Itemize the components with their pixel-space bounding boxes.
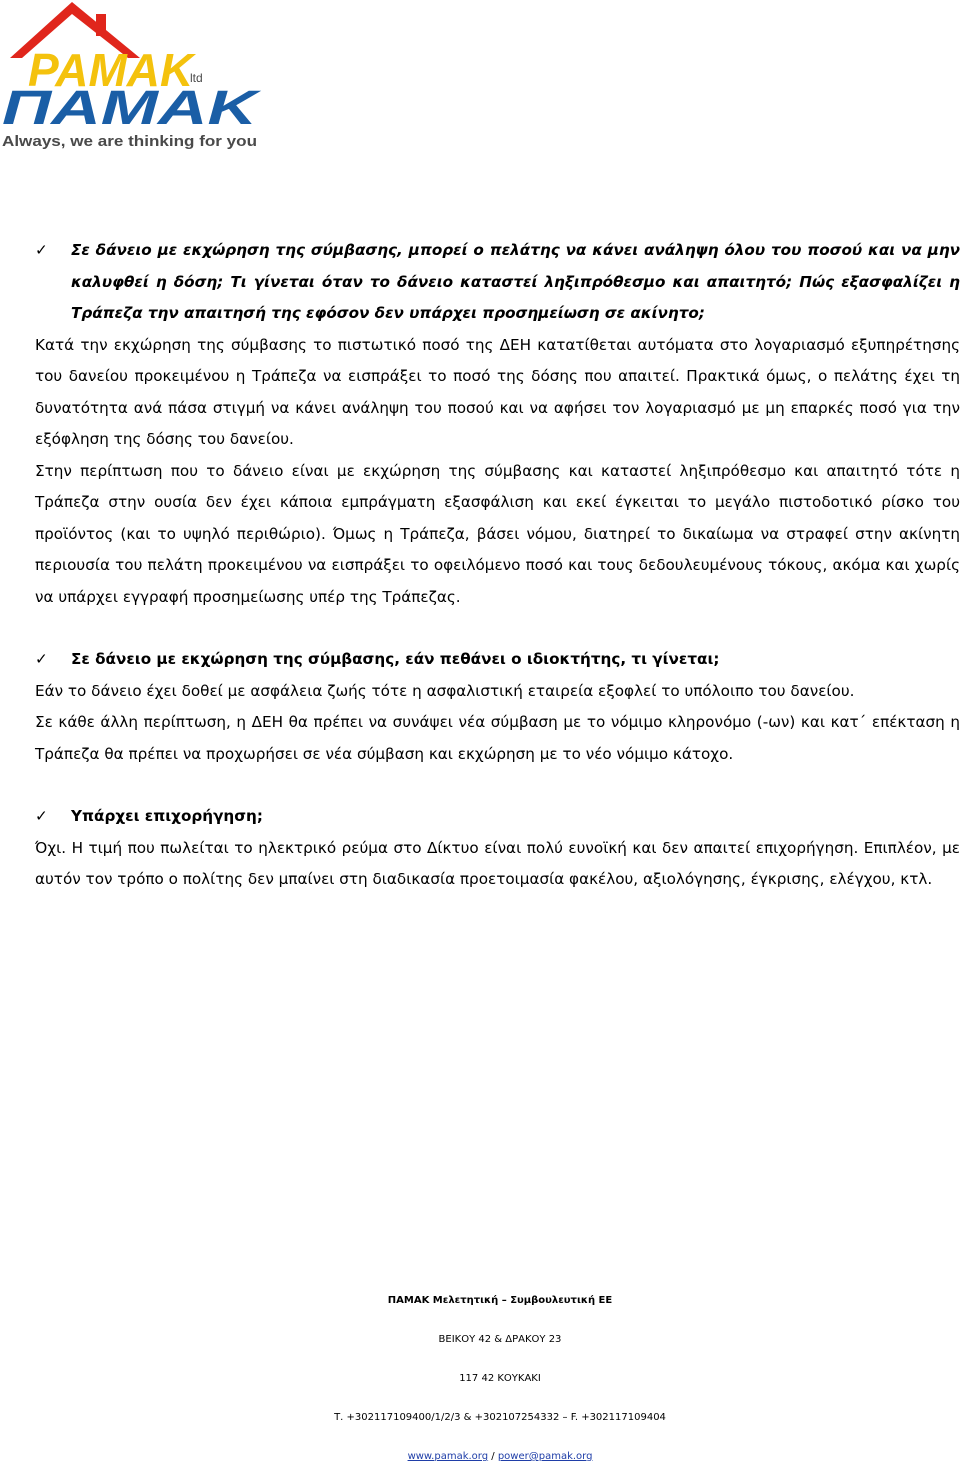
answer-paragraph: Εάν το δάνειο έχει δοθεί με ασφάλεια ζωής τότε η ασφαλιστική εταιρεία εξοφλεί το υπόλοιπο του δανείου. bbox=[35, 681, 855, 700]
website-link[interactable]: www.pamak.org bbox=[407, 1451, 489, 1462]
logo-word-bottom: ΠΑΜΑΚ bbox=[2, 82, 262, 135]
question-heading bbox=[35, 235, 960, 330]
question-heading bbox=[35, 644, 960, 676]
checkmark-icon: ✓ bbox=[35, 241, 48, 259]
logo-word-top: ΡΑΜΑΚ bbox=[28, 44, 194, 96]
answer-paragraph: Κατά την εκχώρηση της σύμβασης το πιστωτικό ποσό της ΔΕΗ κατατίθεται αυτόματα στο λογαριασμό εξυπηρέτησης του δανείου προκειμένου η Τράπεζα να εισπράξει το ποσό της δόσης που απαιτεί. Πρακτικά όμως, ο πελάτης έχει τη δυνατότητα ανά πάσα στιγμή να κάνει ανάληψη του ποσού και να αφήσει τον λογαριασμό με μη επαρκές ποσό για την εξόφληση της δόσης του δανείου. bbox=[35, 335, 960, 448]
answer-paragraph: Όχι. Η τιμή που πωλείται το ηλεκτρικό ρεύμα στο Δίκτυο είναι πολύ ευνοϊκή και δεν απαιτεί επιχορήγηση. Επιπλέον, με αυτόν τον τρόπο ο πολίτης δεν μπαίνει στη διαδικασία προετοιμασία φακέλου, αξιολόγησης, έγκρισης, ελέγχου, κτλ. bbox=[35, 838, 960, 888]
question-heading bbox=[35, 801, 960, 833]
footer-phones: Τ. +302117109400/1/2/3 & +302107254332 – F. +302117109404 bbox=[334, 1412, 666, 1423]
answer-paragraph: Στην περίπτωση που το δάνειο είναι με εκχώρηση της σύμβασης και καταστεί ληξιπρόθεσμο και απαιτητό τότε η Τράπεζα στην ουσία δεν έχει κάποια εμπράγματη εξασφάλιση και εκεί έγκειται το μεγάλο πιστοδοτικό ρίσκο του προϊόντος (και το υψηλό περιθώριο). Όμως η Τράπεζα, βάσει νόμου, διατηρεί το δικαίωμα να στραφεί στην ακίνητη περιουσία του πελάτη προκειμένου να εισπράξει το οφειλόμενο ποσό και τους δεδουλευμένους τόκους, ακόμα και χωρίς να υπάρχει εγγραφή προσημείωσης υπέρ της Τράπεζας. bbox=[35, 461, 960, 606]
logo-chimney bbox=[96, 14, 106, 36]
company-logo bbox=[0, 0, 262, 152]
logo-graphic bbox=[0, 0, 262, 152]
checkmark-icon: ✓ bbox=[35, 807, 48, 825]
footer-address-street: ΒΕΙΚΟΥ 42 & ΔΡΑΚΟΥ 23 bbox=[438, 1334, 562, 1345]
logo-ltd: ltd bbox=[190, 71, 203, 85]
question-text: Υπάρχει επιχορήγηση; bbox=[71, 807, 263, 825]
checkmark-icon: ✓ bbox=[35, 650, 48, 668]
answer-paragraph: Σε κάθε άλλη περίπτωση, η ΔΕΗ θα πρέπει να συνάψει νέα σύμβαση με το νόμιμο κληρονόμο (-ων) και κατ΄ επέκταση η Τράπεζα θα πρέπει να προχωρήσει σε νέα σύμβαση και εκχώρηση με το νέο νόμιμο κάτοχο. bbox=[35, 713, 960, 763]
question-text: Σε δάνειο με εκχώρηση της σύμβασης, εάν πεθάνει ο ιδιοκτήτης, τι γίνεται; bbox=[71, 650, 720, 668]
footer-address-area: 117 42 ΚΟΥΚΑΚΙ bbox=[459, 1373, 541, 1384]
logo-slogan: Always, we are thinking for you bbox=[2, 133, 257, 150]
question-text: Σε δάνειο με εκχώρηση της σύμβασης, μπορεί ο πελάτης να κάνει ανάληψη όλου του ποσού και να μην καλυφθεί η δόση; Τι γίνεται όταν το δάνειο καταστεί ληξιπρόθεσμο και απαιτητό; Πώς εξασφαλίζει η Τράπεζα την απαιτησή της εφόσον δεν υπάρχει προσημείωση σε ακίνητο; bbox=[71, 241, 960, 322]
footer-company: ΠΑΜΑΚ Μελετητική – Συμβουλευτική ΕΕ bbox=[387, 1295, 613, 1306]
email-link[interactable]: power@pamak.org bbox=[497, 1451, 593, 1462]
footer-links bbox=[200, 1451, 800, 1462]
document-body bbox=[35, 235, 960, 896]
footer-separator: / bbox=[488, 1451, 498, 1462]
